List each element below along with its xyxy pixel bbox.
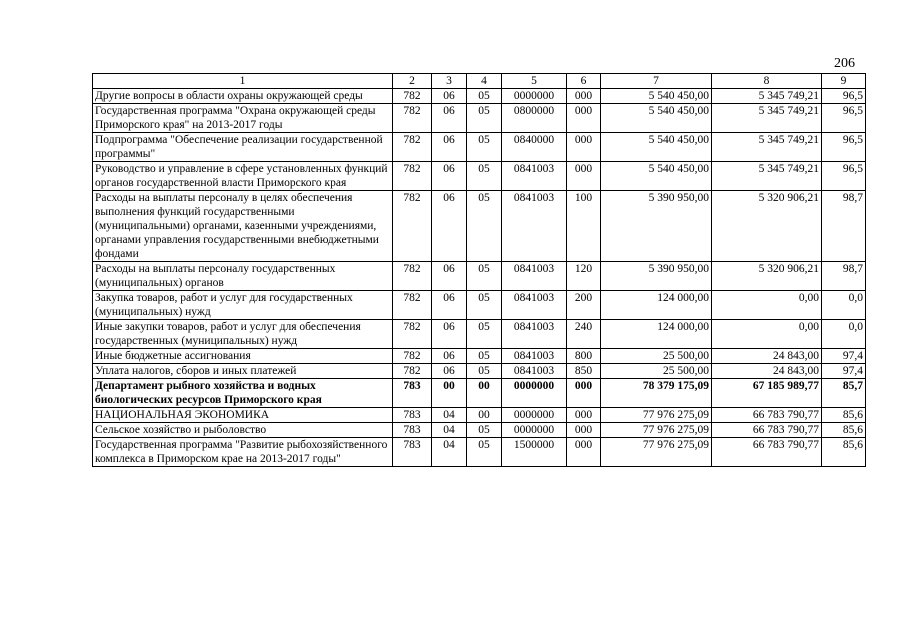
code-cell: 782 <box>393 104 432 133</box>
row-name-cell: Уплата налогов, сборов и иных платежей <box>93 364 393 379</box>
code-cell: 782 <box>393 291 432 320</box>
budget-table <box>92 73 866 467</box>
percent-cell: 85,7 <box>822 379 866 408</box>
row-name-cell: Другие вопросы в области охраны окружающей среды <box>93 89 393 104</box>
row-name-cell: Подпрограмма "Обеспечение реализации государственной программы" <box>93 133 393 162</box>
planned-amount-cell: 77 976 275,09 <box>601 408 712 423</box>
percent-cell: 85,6 <box>822 408 866 423</box>
code-cell: 0800000 <box>502 104 567 133</box>
code-cell: 783 <box>393 438 432 467</box>
planned-amount-cell: 5 390 950,00 <box>601 262 712 291</box>
code-cell: 000 <box>567 133 601 162</box>
table-row <box>93 349 866 364</box>
page-number: 206 <box>834 56 855 71</box>
row-name-cell: Государственная программа "Охрана окружающей среды Приморского края" на 2013-2017 годы <box>93 104 393 133</box>
planned-amount-cell: 25 500,00 <box>601 364 712 379</box>
planned-amount-cell: 78 379 175,09 <box>601 379 712 408</box>
code-cell: 05 <box>467 104 502 133</box>
code-cell: 000 <box>567 104 601 133</box>
percent-cell: 96,5 <box>822 104 866 133</box>
column-header: 7 <box>601 74 712 89</box>
executed-amount-cell: 5 345 749,21 <box>712 133 822 162</box>
code-cell: 000 <box>567 438 601 467</box>
table-row <box>93 291 866 320</box>
code-cell: 200 <box>567 291 601 320</box>
planned-amount-cell: 5 540 450,00 <box>601 133 712 162</box>
table-row <box>93 379 866 408</box>
row-name-cell: Государственная программа "Развитие рыбохозяйственного комплекса в Приморском крае на 2013-2017 годы" <box>93 438 393 467</box>
code-cell: 05 <box>467 320 502 349</box>
code-cell: 0841003 <box>502 291 567 320</box>
code-cell: 05 <box>467 162 502 191</box>
code-cell: 000 <box>567 162 601 191</box>
planned-amount-cell: 25 500,00 <box>601 349 712 364</box>
executed-amount-cell: 5 320 906,21 <box>712 191 822 262</box>
code-cell: 0841003 <box>502 320 567 349</box>
code-cell: 782 <box>393 162 432 191</box>
code-cell: 0000000 <box>502 408 567 423</box>
column-header: 8 <box>712 74 822 89</box>
code-cell: 783 <box>393 379 432 408</box>
row-name-cell: Расходы на выплаты персоналу в целях обеспечения выполнения функций государственными (муниципальными) органами, казенными учреждениями, органами управления государственными внебюджетными фондами <box>93 191 393 262</box>
executed-amount-cell: 66 783 790,77 <box>712 438 822 467</box>
code-cell: 04 <box>432 408 467 423</box>
table-row <box>93 423 866 438</box>
code-cell: 0000000 <box>502 423 567 438</box>
column-header: 5 <box>502 74 567 89</box>
code-cell: 06 <box>432 133 467 162</box>
percent-cell: 0,0 <box>822 291 866 320</box>
table-row <box>93 408 866 423</box>
row-name-cell: Закупка товаров, работ и услуг для государственных (муниципальных) нужд <box>93 291 393 320</box>
planned-amount-cell: 124 000,00 <box>601 320 712 349</box>
code-cell: 06 <box>432 320 467 349</box>
code-cell: 05 <box>467 262 502 291</box>
column-header: 6 <box>567 74 601 89</box>
code-cell: 0841003 <box>502 349 567 364</box>
code-cell: 00 <box>467 379 502 408</box>
planned-amount-cell: 5 540 450,00 <box>601 162 712 191</box>
executed-amount-cell: 5 320 906,21 <box>712 262 822 291</box>
percent-cell: 85,6 <box>822 438 866 467</box>
table-row <box>93 162 866 191</box>
code-cell: 0841003 <box>502 262 567 291</box>
code-cell: 06 <box>432 104 467 133</box>
code-cell: 1500000 <box>502 438 567 467</box>
executed-amount-cell: 24 843,00 <box>712 349 822 364</box>
header-row <box>93 74 866 89</box>
executed-amount-cell: 66 783 790,77 <box>712 408 822 423</box>
code-cell: 783 <box>393 408 432 423</box>
row-name-cell: Иные бюджетные ассигнования <box>93 349 393 364</box>
code-cell: 06 <box>432 349 467 364</box>
table-row <box>93 191 866 262</box>
column-header: 9 <box>822 74 866 89</box>
planned-amount-cell: 5 540 450,00 <box>601 104 712 133</box>
code-cell: 800 <box>567 349 601 364</box>
code-cell: 000 <box>567 408 601 423</box>
code-cell: 0840000 <box>502 133 567 162</box>
table-row <box>93 320 866 349</box>
row-name-cell: Руководство и управление в сфере установленных функций органов государственной власти Приморского края <box>93 162 393 191</box>
row-name-cell: Сельское хозяйство и рыболовство <box>93 423 393 438</box>
planned-amount-cell: 124 000,00 <box>601 291 712 320</box>
table-row <box>93 104 866 133</box>
code-cell: 05 <box>467 133 502 162</box>
code-cell: 05 <box>467 89 502 104</box>
code-cell: 04 <box>432 423 467 438</box>
planned-amount-cell: 5 540 450,00 <box>601 89 712 104</box>
executed-amount-cell: 24 843,00 <box>712 364 822 379</box>
code-cell: 120 <box>567 262 601 291</box>
table-row <box>93 364 866 379</box>
code-cell: 05 <box>467 438 502 467</box>
code-cell: 05 <box>467 191 502 262</box>
code-cell: 04 <box>432 438 467 467</box>
percent-cell: 96,5 <box>822 162 866 191</box>
percent-cell: 98,7 <box>822 262 866 291</box>
percent-cell: 97,4 <box>822 349 866 364</box>
code-cell: 06 <box>432 262 467 291</box>
executed-amount-cell: 67 185 989,77 <box>712 379 822 408</box>
executed-amount-cell: 66 783 790,77 <box>712 423 822 438</box>
code-cell: 0841003 <box>502 191 567 262</box>
executed-amount-cell: 5 345 749,21 <box>712 89 822 104</box>
code-cell: 782 <box>393 191 432 262</box>
code-cell: 06 <box>432 291 467 320</box>
code-cell: 782 <box>393 262 432 291</box>
table-row <box>93 89 866 104</box>
planned-amount-cell: 5 390 950,00 <box>601 191 712 262</box>
code-cell: 240 <box>567 320 601 349</box>
code-cell: 000 <box>567 379 601 408</box>
column-header: 2 <box>393 74 432 89</box>
planned-amount-cell: 77 976 275,09 <box>601 438 712 467</box>
code-cell: 00 <box>467 408 502 423</box>
column-header: 1 <box>93 74 393 89</box>
percent-cell: 0,0 <box>822 320 866 349</box>
code-cell: 782 <box>393 364 432 379</box>
code-cell: 00 <box>432 379 467 408</box>
code-cell: 783 <box>393 423 432 438</box>
code-cell: 782 <box>393 320 432 349</box>
percent-cell: 85,6 <box>822 423 866 438</box>
row-name-cell: Департамент рыбного хозяйства и водных биологических ресурсов Приморского края <box>93 379 393 408</box>
code-cell: 100 <box>567 191 601 262</box>
code-cell: 06 <box>432 364 467 379</box>
code-cell: 0841003 <box>502 364 567 379</box>
table-row <box>93 133 866 162</box>
code-cell: 000 <box>567 89 601 104</box>
code-cell: 782 <box>393 133 432 162</box>
code-cell: 0841003 <box>502 162 567 191</box>
executed-amount-cell: 0,00 <box>712 291 822 320</box>
code-cell: 782 <box>393 349 432 364</box>
code-cell: 06 <box>432 191 467 262</box>
code-cell: 05 <box>467 364 502 379</box>
row-name-cell: Иные закупки товаров, работ и услуг для обеспечения государственных (муниципальных) нужд <box>93 320 393 349</box>
table-row <box>93 438 866 467</box>
code-cell: 0000000 <box>502 89 567 104</box>
row-name-cell: НАЦИОНАЛЬНАЯ ЭКОНОМИКА <box>93 408 393 423</box>
code-cell: 05 <box>467 349 502 364</box>
percent-cell: 98,7 <box>822 191 866 262</box>
row-name-cell: Расходы на выплаты персоналу государственных (муниципальных) органов <box>93 262 393 291</box>
code-cell: 000 <box>567 423 601 438</box>
code-cell: 850 <box>567 364 601 379</box>
column-header: 4 <box>467 74 502 89</box>
planned-amount-cell: 77 976 275,09 <box>601 423 712 438</box>
code-cell: 05 <box>467 423 502 438</box>
code-cell: 0000000 <box>502 379 567 408</box>
code-cell: 06 <box>432 162 467 191</box>
executed-amount-cell: 5 345 749,21 <box>712 162 822 191</box>
percent-cell: 96,5 <box>822 133 866 162</box>
percent-cell: 96,5 <box>822 89 866 104</box>
code-cell: 06 <box>432 89 467 104</box>
code-cell: 782 <box>393 89 432 104</box>
table-body <box>93 89 866 467</box>
table-row <box>93 262 866 291</box>
executed-amount-cell: 5 345 749,21 <box>712 104 822 133</box>
percent-cell: 97,4 <box>822 364 866 379</box>
executed-amount-cell: 0,00 <box>712 320 822 349</box>
code-cell: 05 <box>467 291 502 320</box>
column-header: 3 <box>432 74 467 89</box>
